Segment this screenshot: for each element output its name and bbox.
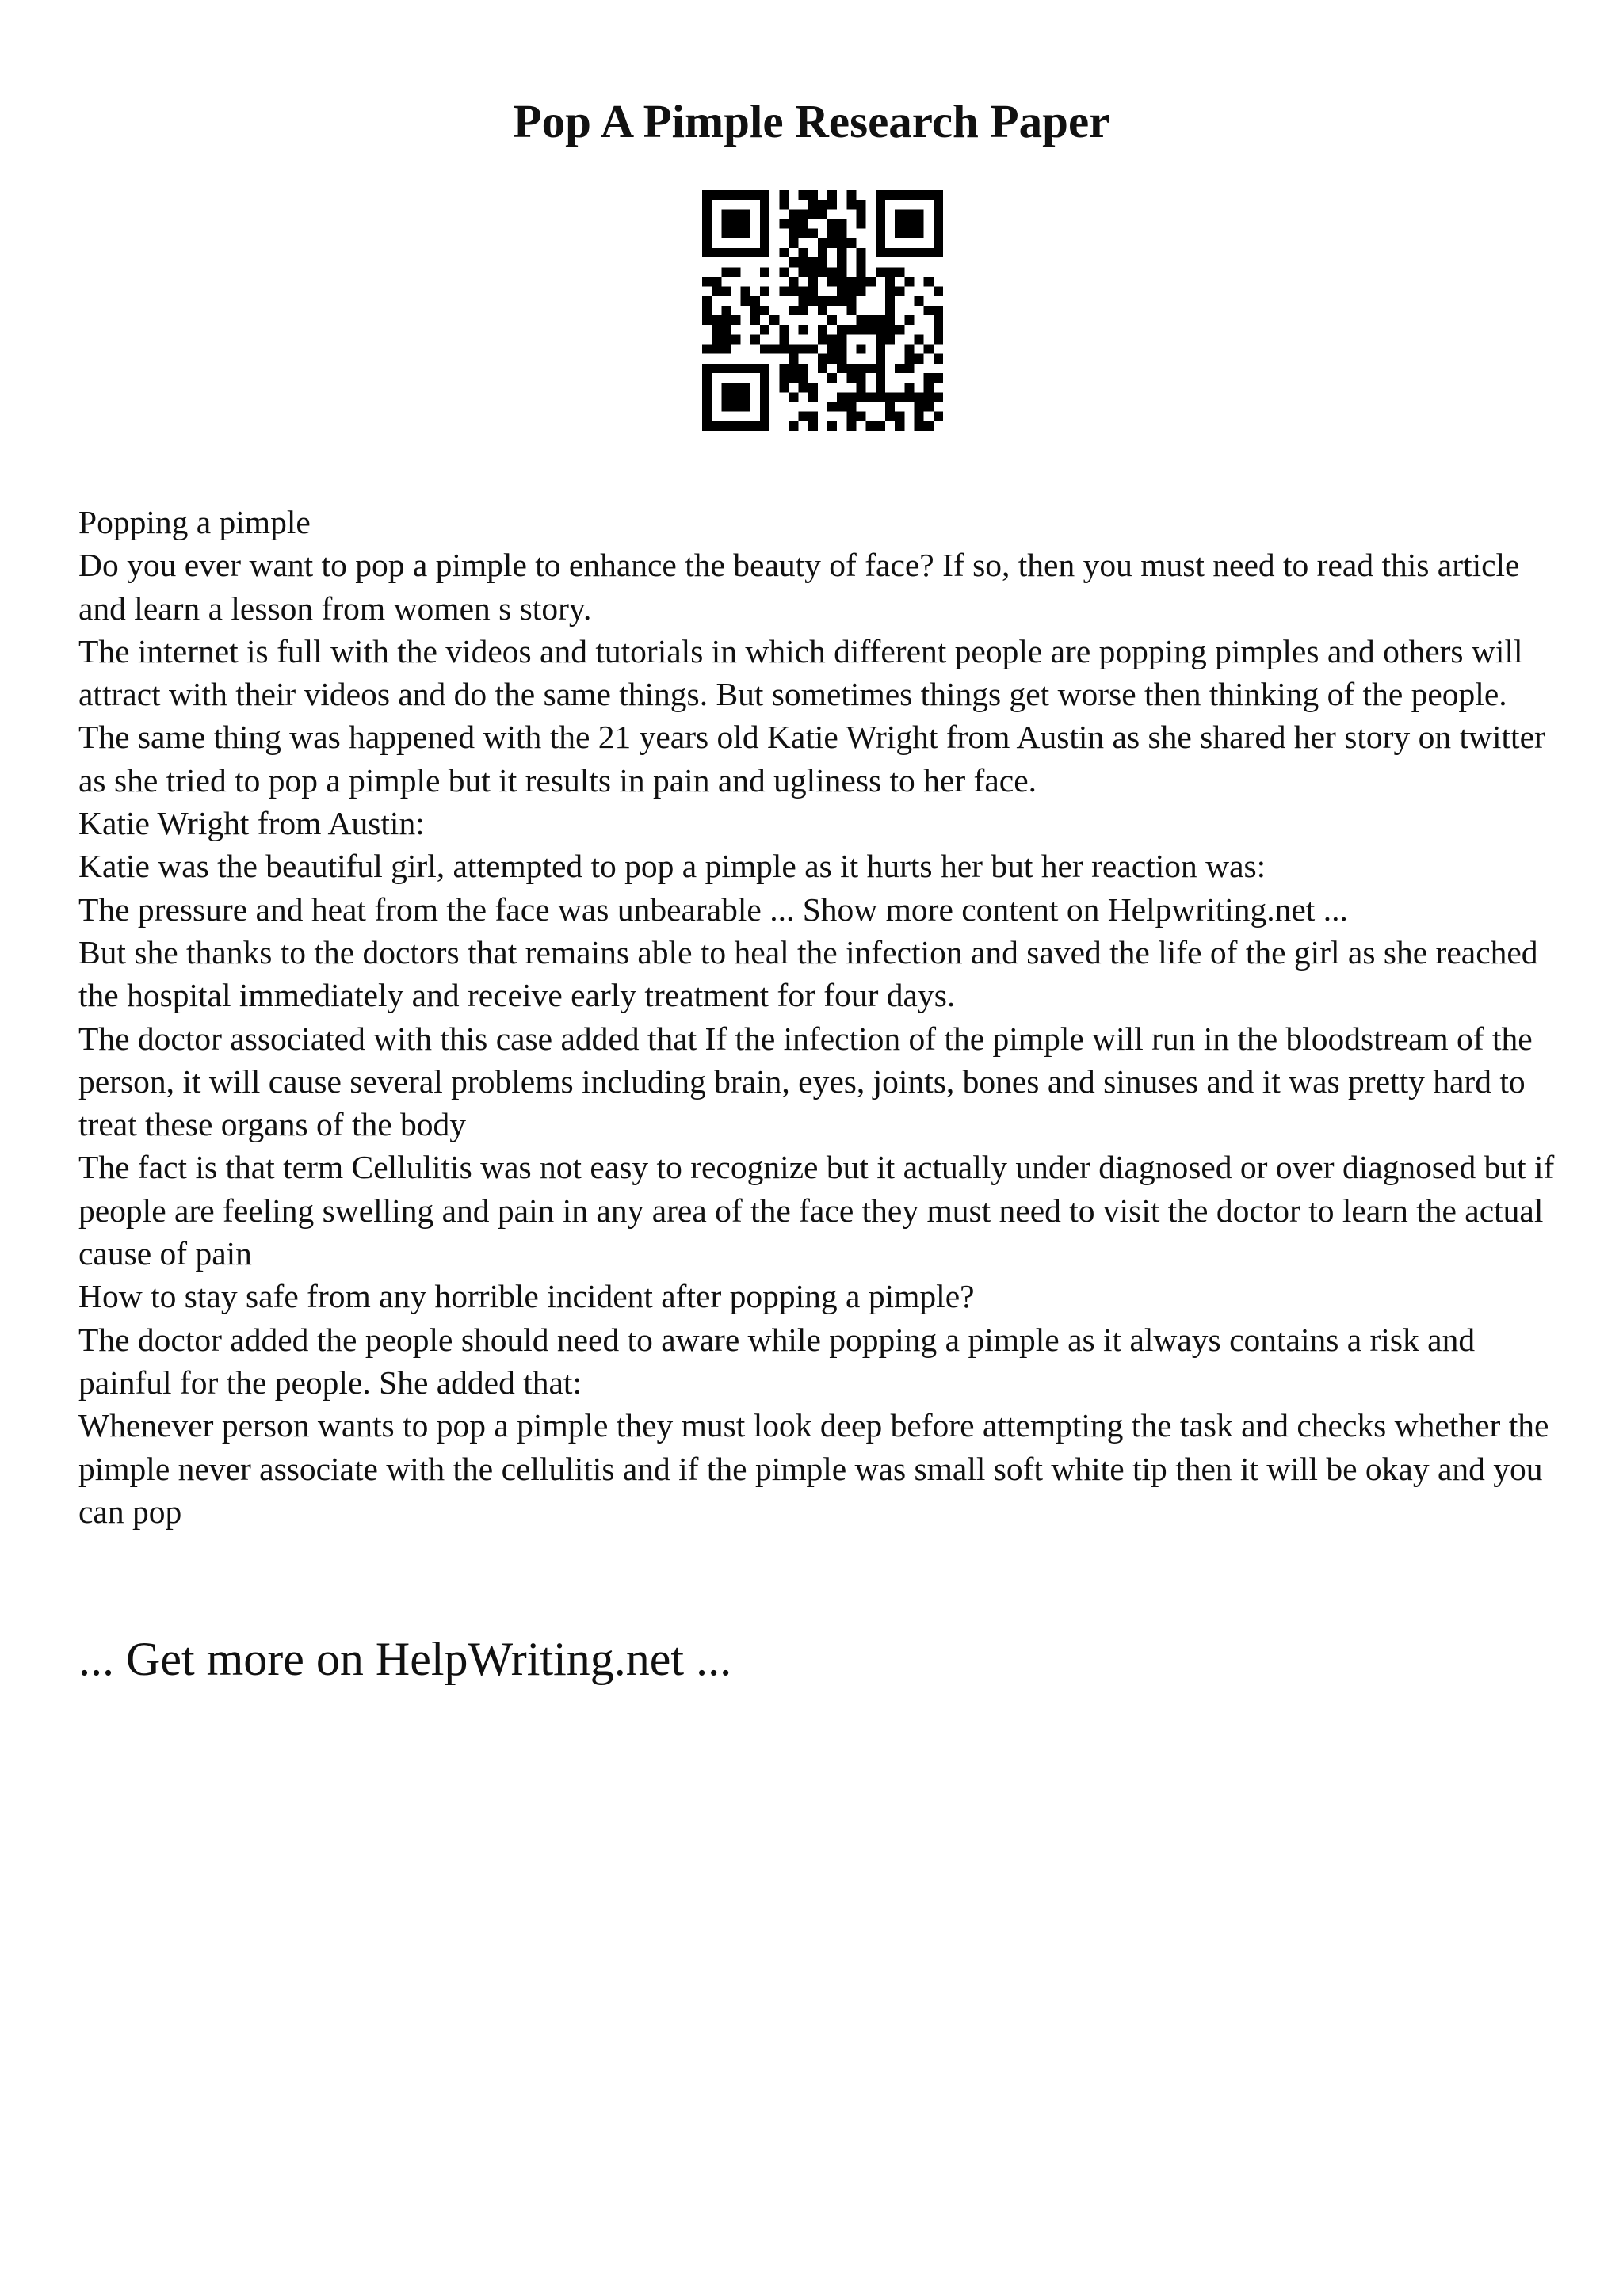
section-heading-stay-safe: How to stay safe from any horrible incident after popping a pimple? <box>78 1278 975 1315</box>
get-more-link[interactable]: ... Get more on HelpWriting.net ... <box>78 1633 732 1685</box>
paragraph: Whenever person wants to pop a pimple they must look deep before attempting the task and checks whether the pimple never associate with the cellulitis and if the pimple was small soft white tip then it will be okay and you can pop <box>78 1407 1549 1530</box>
paragraph: The internet is full with the videos and tutorials in which different people are popping pimples and others will attract with their videos and do the same things. But sometimes things get worse then thinking of the people. <box>78 632 1523 713</box>
paragraph: Do you ever want to pop a pimple to enhance the beauty of face? If so, then you must need to read this article and learn a lesson from women s story. <box>78 547 1520 627</box>
paragraph: The fact is that term Cellulitis was not easy to recognize but it actually under diagnosed or over diagnosed but if people are feeling swelling and pain in any area of the face they must need to visit the doctor to learn the actual cause of pain <box>78 1149 1555 1272</box>
paragraph: Katie was the beautiful girl, attempted to pop a pimple as it hurts her but her reaction was: <box>78 848 1266 885</box>
paragraph: The doctor added the people should need to aware while popping a pimple as it always contains a risk and painful for the people. She added that: <box>78 1321 1476 1401</box>
page-title: Pop A Pimple Research Paper <box>513 95 1110 147</box>
paragraph: The same thing was happened with the 21 years old Katie Wright from Austin as she shared her story on twitter as she tried to pop a pimple but it results in pain and ugliness to her face. <box>78 719 1545 799</box>
qr-code-icon <box>702 190 943 431</box>
section-heading-popping: Popping a pimple <box>78 504 311 540</box>
article-body <box>78 501 1568 1533</box>
section-heading-katie: Katie Wright from Austin: <box>78 805 425 842</box>
paragraph: The doctor associated with this case added that If the infection of the pimple will run in the bloodstream of the person, it will cause several problems including brain, eyes, joints, bones and sinuses and it was pretty hard to treat these organs of the body <box>78 1020 1533 1143</box>
paragraph-show-more: The pressure and heat from the face was unbearable ... Show more content on Helpwriting.net ... <box>78 891 1348 928</box>
paragraph: But she thanks to the doctors that remains able to heal the infection and saved the life of the girl as she reached the hospital immediately and receive early treatment for four days. <box>78 933 1538 1014</box>
